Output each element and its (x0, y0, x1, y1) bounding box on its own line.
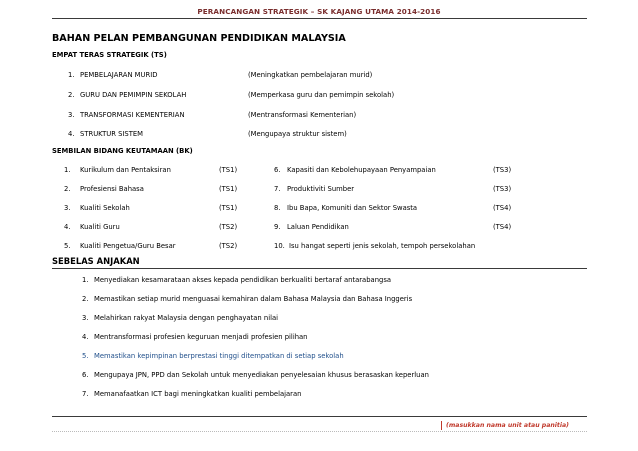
footer-rule (52, 416, 587, 417)
anjakan-6-label: Mengupaya JPN, PPD dan Sekolah untuk menyediakan penyelesaian khusus berasaskan keperluan (94, 371, 429, 379)
bidang-2-label: Profesiensi Bahasa (80, 185, 144, 193)
teras-3-label: TRANSFORMASI KEMENTERIAN (80, 111, 185, 119)
bidang-1-ts: (TS1) (219, 166, 238, 174)
anjakan-1-label: Menyediakan kesamarataan akses kepada pendidikan berkualiti bertaraf antarabangsa (94, 276, 392, 284)
bidang-3-label: Kualiti Sekolah (80, 204, 130, 212)
footer-unit-note: (masukkan nama unit atau panitia) (446, 422, 569, 429)
bidang-4-ts: (TS2) (219, 223, 238, 231)
anjakan-4-number: 4. (82, 333, 89, 341)
anjakan-3-label: Melahirkan rakyat Malaysia dengan penghayatan nilai (94, 314, 279, 322)
bidang-8-label: Ibu Bapa, Komuniti dan Sektor Swasta (287, 204, 418, 212)
bidang-4-number: 4. (64, 223, 71, 231)
teras-3-desc: (Mentransformasi Kementerian) (248, 111, 357, 119)
anjakan-5-label: Memastikan kepimpinan berprestasi tinggi ditempatkan di setiap sekolah (94, 352, 344, 360)
anjakan-5-number: 5. (82, 352, 89, 360)
anjakan-4-label: Mentransformasi profesien keguruan menjadi profesien pilihan (94, 333, 308, 341)
teras-2-desc: (Memperkasa guru dan pemimpin sekolah) (248, 91, 395, 99)
teras-4-desc: (Mengupaya struktur sistem) (248, 130, 347, 138)
bidang-9-ts: (TS4) (493, 223, 512, 231)
footer-marker (441, 421, 442, 430)
bidang-2-number: 2. (64, 185, 71, 193)
anjakan-1-number: 1. (82, 276, 89, 284)
anjakan-7-number: 7. (82, 390, 89, 398)
teras-4-number: 4. (68, 130, 75, 138)
bidang-9-label: Laluan Pendidikan (287, 223, 349, 231)
bidang-10-number: 10. (274, 242, 285, 250)
teras-1-desc: (Meningkatkan pembelajaran murid) (248, 71, 373, 79)
bidang-6-label: Kapasiti dan Kebolehupayaan Penyampaian (287, 166, 436, 174)
footer-dotted-rule (52, 431, 587, 432)
bidang-2-ts: (TS1) (219, 185, 238, 193)
teras-1-label: PEMBELAJARAN MURID (80, 71, 158, 79)
bidang-3-number: 3. (64, 204, 71, 212)
bidang-1-label: Kurikulum dan Pentaksiran (80, 166, 171, 174)
teras-4-label: STRUKTUR SISTEM (80, 130, 144, 138)
header-rule (52, 18, 587, 19)
bidang-8-ts: (TS4) (493, 204, 512, 212)
teras-1-number: 1. (68, 71, 75, 79)
teras-heading: EMPAT TERAS STRATEGIK (TS) (52, 51, 167, 59)
bidang-5-label: Kualiti Pengetua/Guru Besar (80, 242, 176, 250)
bidang-5-number: 5. (64, 242, 71, 250)
teras-3-number: 3. (68, 111, 75, 119)
bidang-3-ts: (TS1) (219, 204, 238, 212)
bidang-5-ts: (TS2) (219, 242, 238, 250)
bidang-7-label: Produktiviti Sumber (287, 185, 355, 193)
bidang-9-number: 9. (274, 223, 281, 231)
bidang-1-number: 1. (64, 166, 71, 174)
anjakan-6-number: 6. (82, 371, 89, 379)
anjakan-3-number: 3. (82, 314, 89, 322)
teras-2-number: 2. (68, 91, 75, 99)
bidang-heading: SEMBILAN BIDANG KEUTAMAAN (BK) (52, 147, 193, 155)
anjakan-2-number: 2. (82, 295, 89, 303)
teras-2-label: GURU DAN PEMIMPIN SEKOLAH (80, 91, 187, 99)
anjakan-7-label: Memanafaatkan ICT bagi meningkatkan kualiti pembelajaran (94, 390, 302, 398)
bidang-8-number: 8. (274, 204, 281, 212)
page-header-title: PERANCANGAN STRATEGIK – SK KAJANG UTAMA 2014-2016 (197, 7, 441, 16)
anjakan-rule (52, 268, 587, 269)
bidang-7-ts: (TS3) (493, 185, 512, 193)
document-title: BAHAN PELAN PEMBANGUNAN PENDIDIKAN MALAYSIA (52, 33, 346, 44)
bidang-10-label: Isu hangat seperti jenis sekolah, tempoh persekolahan (289, 242, 476, 250)
bidang-7-number: 7. (274, 185, 281, 193)
anjakan-heading: SEBELAS ANJAKAN (52, 256, 140, 266)
anjakan-2-label: Memastikan setiap murid menguasai kemahiran dalam Bahasa Malaysia dan Bahasa Inggeris (94, 295, 413, 303)
bidang-6-number: 6. (274, 166, 281, 174)
bidang-6-ts: (TS3) (493, 166, 512, 174)
bidang-4-label: Kualiti Guru (80, 223, 120, 231)
